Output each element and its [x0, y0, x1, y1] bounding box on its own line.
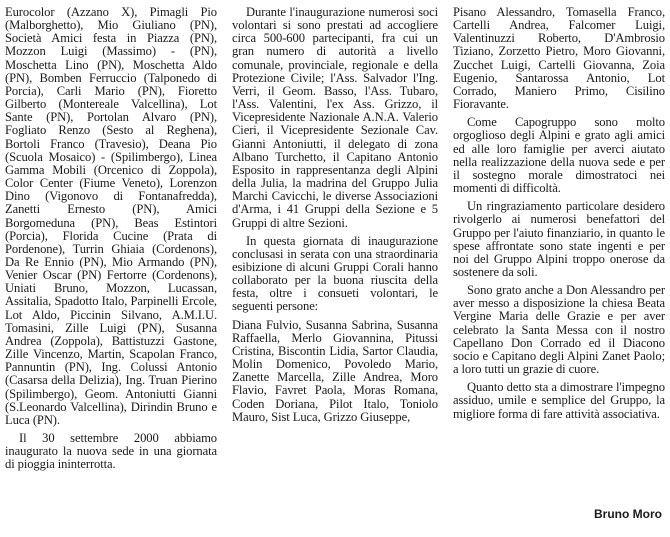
capogruppo-thanks-paragraph: Come Capogruppo sono molto orgoglioso degli Alpini e grato agli amici ed alle loro famiglie per averci aiutato nella realizzazione della nuova sede e per il sostegno morale dimostratoci nei momenti di difficoltà.	[453, 115, 665, 196]
donor-list-paragraph: Eurocolor (Azzano X), Pimagli Pio (Malborghetto), Mio Giuliano (PN), Società Amici festa in Piazza (PN), Mozzon Luigi (Massimo) - (PN), Moschetta Lino (PN), Moschetta Aldo (PN), Bomben Ferruccio (Talponedo di Porcia), Carli Mario (PN), Fioretto Gilberto (Montereale Valcellina), Lot Sante (PN), Portolan Alvaro (PN), Fogliato Renzo (Sesto al Reghena), Bortoli Franco (Travesio), Deana Pio (Scuola Mosaico) - (Spilimbergo), Linea Gamma Mobili (Orcenico di Zoppola), Color Center (Fiume Veneto), Lorenzon Dino (Vigonovo di Fontanafredda), Zanetti Ernesto (PN), Amici Borgomeduna (PN), Beas Estintori (Porcia), Florida Cucine (Prata di Pordenone), Turrin Ghiaia (Cordenons), Da Re Ennio (PN), Mio Armando (PN), Venier Oscar (PN) Fertorre (Cordenons), Uniati Bruno, Mozzon, Lucassan, Assitalia, Spadotto Italo, Parpinelli Ercole, Lot Aldo, Piccinin Silvano, A.M.I.U. Tomasini, Zille Luigi (PN), Susanna Andrea (Zoppola), Battistuzzi Gastone, Zille Vincenzo, Martin, Scapolan Franco, Pannuntin (PN), Ing. Colussi Antonio (Casarsa della Delizia), Ing. Truan Pierino (Spilimbergo), Geom. Antoniutti Gianni (S.Leonardo Valcellina), Dirindin Bruno e Luca (PN).	[5, 5, 217, 427]
author-signature: Bruno Moro	[594, 507, 662, 521]
article-column-2	[232, 6, 438, 424]
clergy-thanks-paragraph: Sono grato anche a Don Alessandro per aver messo a disposizione la chiesa Beata Vergine Maria delle Grazie e per aver celebrato la Santa Messa con il nostro Capellano Don Corrado ed il Diacono socio e Capitano degli Alpini Zanet Paolo; a loro tutti un grazie di cuore.	[453, 283, 665, 377]
volunteer-names-continued-paragraph: Pisano Alessandro, Tomasella Franco, Cartelli Andrea, Falcomer Luigi, Valentinuzzi Roberto, D'Ambrosio Tiziano, Zorzetto Pietro, Moro Giovanni, Zucchet Luigi, Cartelli Giovanna, Zoia Eugenio, Santarossa Antonio, Lot Corrado, Maniero Primo, Cisilino Fioravante.	[453, 5, 665, 112]
collaborators-intro-paragraph: In questa giornata di inaugurazione conclusasi in serata con una straordinaria esibizione di alcuni Gruppi Corali hanno collaborato per la buona riuscita della festa, oltre i consueti volontari, le seguenti persone:	[232, 233, 438, 314]
closing-paragraph: Quanto detto sta a dimostrare l'impegno assiduo, umile e semplice del Gruppo, la migliore forma di fare attività associativa.	[453, 380, 665, 421]
volunteer-names-paragraph: Diana Fulvio, Susanna Sabrina, Susanna Raffaella, Merlo Giovannina, Pitussi Cristina, Biscontin Lidia, Sartor Claudia, Molin Domenico, Povoledo Mario, Zanette Marcella, Zille Andrea, Moro Flavio, Favret Paola, Moras Romana, Coden Doriana, Pilot Italo, Toniolo Mauro, Sist Luca, Grizzo Giuseppe,	[232, 317, 438, 424]
article-column-3	[453, 6, 665, 421]
benefactors-thanks-paragraph: Un ringraziamento particolare desidero rivolgerlo ai numerosi benefattori del Gruppo per l'aiuto finanziario, in quanto le spese affrontate sono state ingenti e per noi del Gruppo Alpini troppo onerose da sostenere da soli.	[453, 199, 665, 279]
article-column-1	[5, 6, 217, 471]
inauguration-date-paragraph: Il 30 settembre 2000 abbiamo inaugurato la nuova sede in una giornata di pioggia ininterrotta.	[5, 431, 217, 472]
inauguration-guests-paragraph: Durante l'inaugurazione numerosi soci volontari si sono prestati ad accogliere circa 500-600 partecipanti, fra cui un gran numero di autorità a livello comunale, provinciale, regionale e della Protezione Civile; l'Ass. Salvador l'Ing. Verri, il Geom. Basso, l'Ass. Tubaro, l'Ass. Valentini, l'ex Ass. Grizzo, il Vicepresidente Nazionale A.N.A. Valerio Cieri, il Vicepresidente Sezionale Cav. Gianni Antoniutti, il delegato di zona Albano Turchetto, il Capitano Antonio Esposito in rappresentanza degli Alpini della Julia, la madrina del Gruppo Julia Marchi Cavicchi, le diverse Associazioni d'Arma, i 41 Gruppi della Sezione e 5 Gruppi di altre Sezioni.	[232, 5, 438, 230]
